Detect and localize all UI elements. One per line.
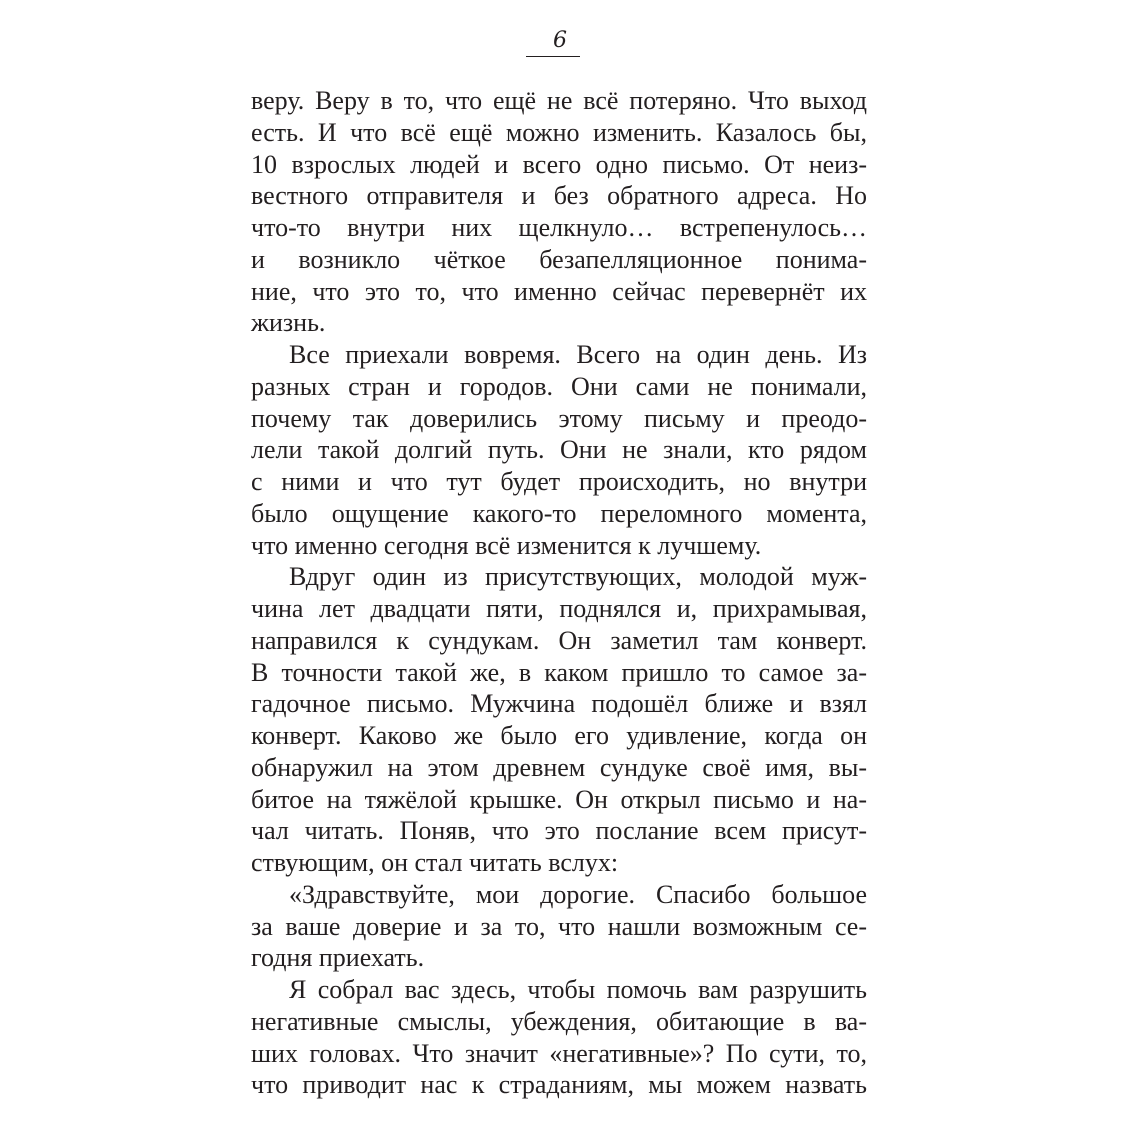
page-number: 6: [553, 28, 567, 53]
text-line: есть. И что всё ещё можно изменить. Казалось бы,: [251, 117, 867, 147]
text-line: что-то внутри них щелкнуло… встрепенулось…: [251, 213, 867, 242]
text-line: лели такой долгий путь. Они не знали, кто рядом: [251, 435, 867, 465]
text-line: ших головах. Что значит «негативные»? По сути, то,: [251, 1038, 867, 1068]
text-line: битое на тяжёлой крышке. Он открыл письмо и на-: [251, 784, 867, 814]
text-line: почему так доверились этому письму и преодо-: [251, 403, 867, 433]
text-line: веру. Веру в то, что ещё не всё потеряно. Что выход: [251, 86, 867, 115]
text-line: годня приехать.: [251, 943, 425, 973]
text-line: Я собрал вас здесь, чтобы помочь вам разрушить: [289, 975, 867, 1004]
text-line: и возникло чёткое безапелляционное понима-: [251, 244, 867, 274]
text-line: разных стран и городов. Они сами не понимали,: [251, 371, 867, 401]
text-line: обнаружил на этом древнем сундуке своё имя, вы-: [251, 752, 867, 782]
text-line: В точности такой же, в каком пришло то самое за-: [251, 657, 867, 687]
text-line: было ощущение какого-то переломного момента,: [251, 498, 867, 528]
text-line: Вдруг один из присутствующих, молодой муж-: [289, 562, 867, 592]
text-line: за ваше доверие и за то, что нашли возможным се-: [251, 911, 867, 941]
text-line: 10 взрослых людей и всего одно письмо. От неиз-: [251, 149, 867, 179]
text-line: Все приехали вовремя. Всего на один день. Из: [289, 340, 867, 369]
text-line: что именно сегодня всё изменится к лучшему.: [251, 530, 762, 560]
page-number-rule: [526, 56, 580, 57]
text-line: ние, что это то, что именно сейчас перевернёт их: [251, 276, 867, 306]
text-line: ствующим, он стал читать вслух:: [251, 848, 619, 877]
text-line: чина лет двадцати пяти, поднялся и, прихрамывая,: [251, 594, 867, 623]
text-line: чал читать. Поняв, что это послание всем присут-: [251, 816, 867, 846]
text-line: что приводит нас к страданиям, мы можем назвать: [251, 1070, 867, 1100]
text-line: с ними и что тут будет происходить, но внутри: [251, 467, 867, 496]
text-line: «Здравствуйте, мои дорогие. Спасибо большое: [289, 879, 867, 909]
text-line: направился к сундукам. Он заметил там конверт.: [251, 625, 867, 655]
text-line: негативные смыслы, убеждения, обитающие в ва-: [251, 1006, 867, 1036]
body-text: [251, 85, 867, 1101]
text-line: вестного отправителя и без обратного адреса. Но: [251, 181, 867, 211]
text-line: гадочное письмо. Мужчина подошёл ближе и взял: [251, 689, 867, 719]
text-line: жизнь.: [251, 308, 326, 338]
text-line: конверт. Каково же было его удивление, когда он: [251, 721, 867, 750]
